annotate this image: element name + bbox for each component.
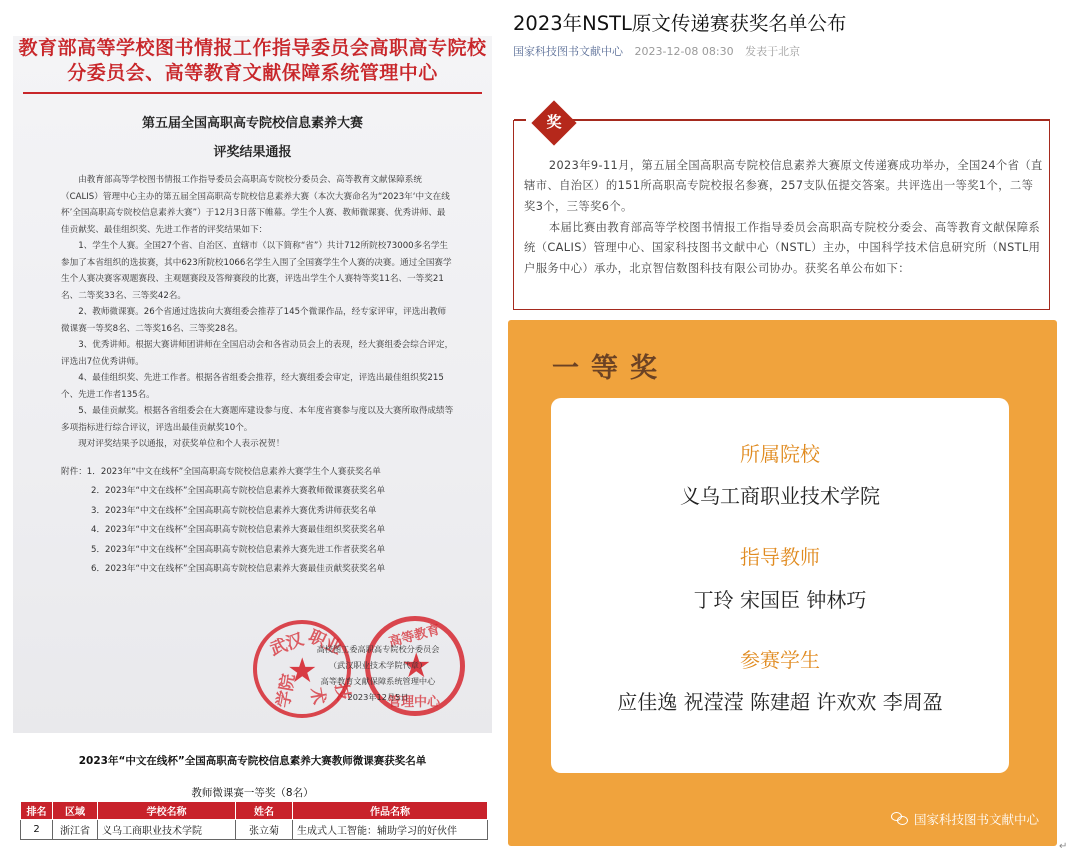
official-seal-left: 武汉 职业 ★ 技术 学院 [253,620,351,718]
notice-subtitle: 评奖结果通报 [213,145,292,160]
school-value: 义乌工商职业技术学院 [680,484,880,508]
notice-org-line1: 教育部高等学校图书情报工作指导委员会高职高专院校 [18,37,487,59]
notice-signature-block [283,641,473,705]
notice-item: 2、教师微课赛。26个省通过选拔向大赛组委会推荐了145个微课作品，经专家评审，评选出教师微课赛一等奖8名、二等奖16名、三等奖28名。 [61,307,447,334]
notice-title: 第五届全国高职高专院校信息素养大赛 [141,116,363,131]
school-label: 所属院校 [740,442,820,466]
notice-org-line2: 分委员会、高等教育文献保障系统管理中心 [67,62,438,84]
article-location: 发表于北京 [745,45,801,58]
notice-attachments [13,463,492,580]
seal-star-icon: ★ [287,651,318,691]
article-title: 2023年NSTL原文传递赛获奖名单公布 [513,12,847,35]
attachment-item [61,463,454,483]
box-top-border [569,119,1050,121]
teacher-value: 丁玲 宋国臣 钟林巧 [693,588,867,612]
notice-date: 2023年12月5日 [347,692,409,702]
attachment-text: 1．2023年“中文在线杯”全国高职高专院校信息素养大赛学生个人赛获奖名单 [86,466,381,477]
teacher-label: 指导教师 [740,545,820,569]
table-title: 2023年“中文在线杯”全国高职高专院校信息素养大赛教师微课赛获奖名单 [78,755,427,767]
watermark-text: 国家科技图书文献中心 [913,812,1039,827]
attachment-label: 附件： [61,466,87,477]
notice-intro: 由教育部高等学校图书情报工作指导委员会高职高专院校分委员会、高等教育文献保障系统（CALIS）管理中心主办的第五届全国高职高专院校信息素养大赛（本次大赛命名为“2023年‘中文在线杯’全国高职高专院校信息素养大赛”）于12月3日落下帷幕。学生个人赛、教师微课赛、优秀讲师、最佳贡献奖、最佳组织奖、先进工作者的评奖结果如下： [61,175,450,235]
prize-card [508,320,1057,846]
wechat-icon [891,812,909,826]
cell-name: 张立菊 [236,820,293,840]
signature-line: （武汉职业技术学院代章） [328,660,428,670]
signature-line: 高校图工委高职高专院校分委员会 [316,644,440,654]
award-table [20,801,488,840]
attachment-item: 2．2023年“中文在线杯”全国高职高专院校信息素养大赛教师微课赛获奖名单 [91,486,386,496]
award-badge-char: 奖 [546,113,562,131]
col-work: 作品名称 [293,802,488,820]
attachment-item: 5．2023年“中文在线杯”全国高职高专院校信息素养大赛先进工作者获奖名单 [91,544,386,555]
cell-school: 义乌工商职业技术学院 [98,820,236,840]
signature-line: 高等教育文献保障系统管理中心 [320,676,436,686]
prize-details-card [551,398,1009,773]
box-top-border [514,119,526,121]
table-header-row [21,802,488,820]
notice-item: 4、最佳组织奖、先进工作者。根据各省组委会推荐，经大赛组委会审定，评选出最佳组织奖215个、先进工作者135名。 [61,373,444,400]
attachment-item: 4．2023年“中文在线杯”全国高职高专院校信息素养大赛最佳组织奖获奖名单 [91,525,386,535]
table-row [21,820,488,840]
article-datetime: 2023-12-08 08:30 [634,45,734,58]
notice-item: 3、优秀讲师。根据大赛讲师团讲师在全国启动会和各省动员会上的表现，经大赛组委会综合评定，评选出7位优秀讲师。 [61,340,454,367]
notice-body [13,172,492,453]
official-seal-right: 高等教育 ★ 管理中心 [365,616,465,716]
student-value: 应佳逸 祝滢滢 陈建超 许欢欢 李周盈 [617,690,943,714]
notice-closing: 现对评奖结果予以通报，对获奖单位和个人表示祝贺！ [78,439,285,449]
col-region: 区域 [53,802,98,820]
col-name: 姓名 [236,802,293,820]
notice-red-rule [23,92,482,94]
col-rank: 排名 [21,802,53,820]
cell-region: 浙江省 [53,820,98,840]
student-label: 参赛学生 [740,648,820,672]
cell-work: 生成式人工智能：辅助学习的好伙伴 [293,820,488,840]
table-subtitle: 教师微课赛一等奖（8名） [191,787,314,799]
article-source-link[interactable]: 国家科技图书文献中心 [513,45,623,58]
notice-item: 5、最佳贡献奖。根据各省组委会在大赛题库建设参与度、本年度省赛参与度以及大赛所取得成绩等多项指标进行综合评议，评选出最佳贡献奖10个。 [61,406,454,433]
intro-paragraph: 本届比赛由教育部高等学校图书情报工作指导委员会高职高专院校分委会、高等教育文献保障系统（CALIS）管理中心、国家科技图书文献中心（NSTL）主办，中国科学技术信息研究所（NSTL用户服务中心）承办，北京智信数图科技有限公司协办。获奖名单公布如下： [524,221,1041,275]
attachment-item: 3．2023年“中文在线杯”全国高职高专院校信息素养大赛优秀讲师获奖名单 [91,505,377,516]
seal-star-icon: ★ [401,646,432,686]
notice-document [13,36,492,733]
intro-paragraph: 2023年9-11月，第五届全国高职高专院校信息素养大赛原文传递赛成功举办，全国24个省（直辖市、自治区）的151所高职高专院校报名参赛，257支队伍提交答案。共评选出一等奖1个，二等奖3个，三等奖6个。 [524,159,1043,213]
award-badge-icon [531,100,577,146]
intro-box [513,120,1050,310]
attachment-item: 6．2023年“中文在线杯”全国高职高专院校信息素养大赛最佳贡献奖获奖名单 [91,564,386,574]
notice-item: 1、学生个人赛。全国27个省、自治区、直辖市（以下简称“省”）共计712所院校73000多名学生参加了本省组织的选拔赛，其中623所院校1066名学生入围了全国赛学生个人赛的决赛。通过全国赛学生个人赛决赛客观题赛段、主观题赛段及答辩赛段的比赛，评选出学生个人赛特等奖11名、一等奖21名、二等奖33名、三等奖42名。 [61,241,452,301]
cell-rank: 2 [21,820,53,840]
paragraph-return-icon: ↵ [1059,841,1068,852]
article-meta [513,43,800,59]
account-watermark [891,810,1039,828]
col-school: 学校名称 [98,802,236,820]
prize-heading: 一等奖 [552,353,669,384]
